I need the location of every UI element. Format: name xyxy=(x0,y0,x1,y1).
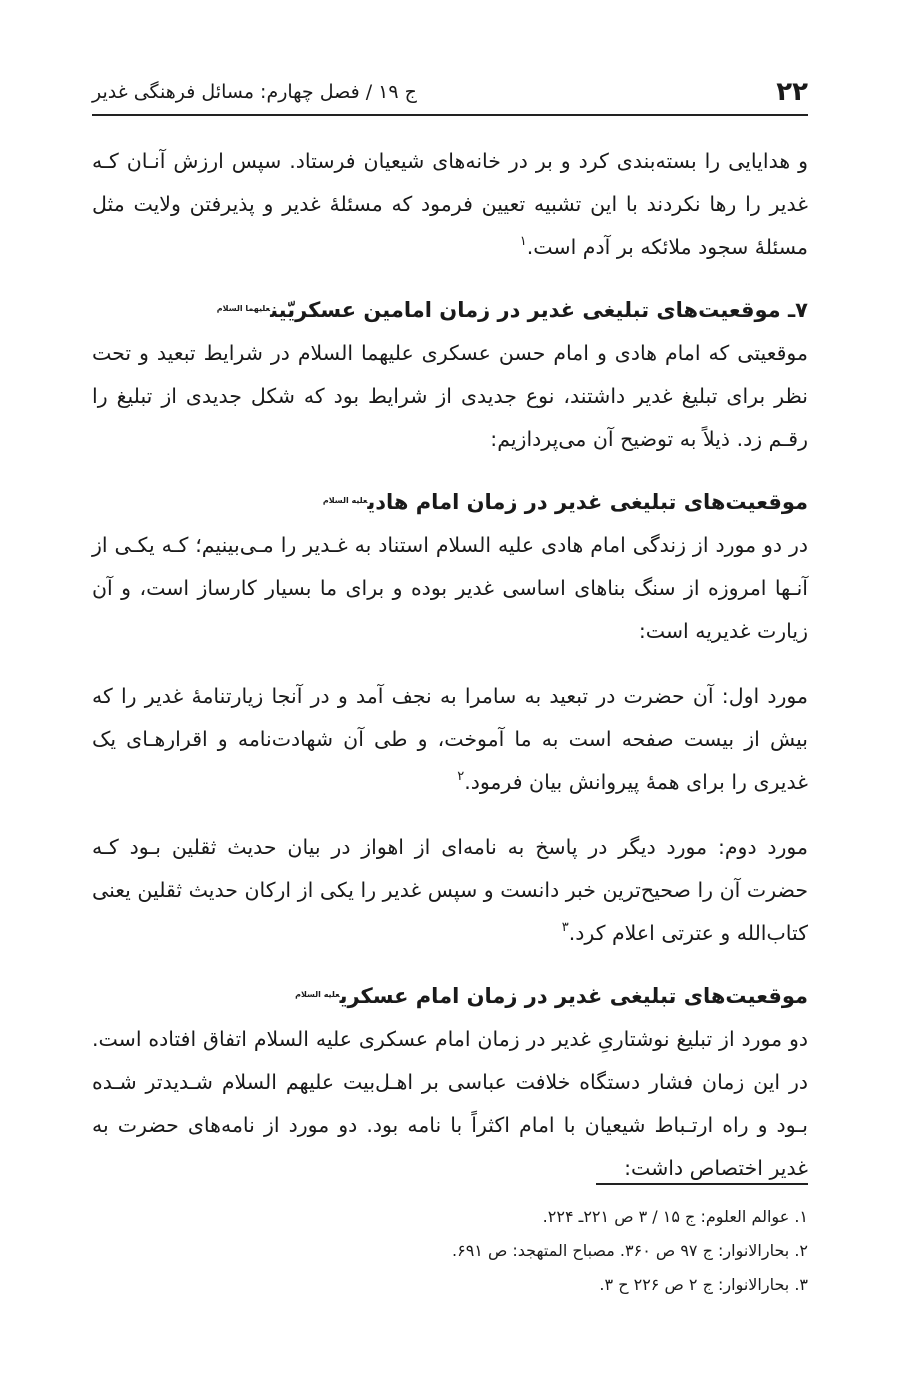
paragraph xyxy=(92,140,808,269)
subsection-heading xyxy=(92,975,808,1018)
paragraph-text: مورد اول: آن حضرت در تبعید به سامرا به نجف آمد و در آنجا زیارتنامهٔ غدیر را که بیش از بیست صفحه است به ما آموخت، و طی آن شهادت‌نامه و اقرارهـای یک غدیری را برای همهٔ پیروانش بیان فرمود. xyxy=(92,684,808,794)
paragraph-text: مورد دوم: مورد دیگر در پاسخ به نامه‌ای از اهواز در بیان حدیث ثقلین بـود کـه حضرت آن را صحیح‌ترین خبر دانست و سپس غدیر را یکی از ارکان حدیث ثقلین یعنی کتاب‌الله و عترتی اعلام کرد. xyxy=(92,835,808,945)
footnote-ref: ۳ xyxy=(561,920,569,935)
paragraph: در دو مورد از زندگی امام هادی علیه السلام استناد به غـدیر را مـی‌بینیم؛ کـه یکـی از آنـها امروزه از سنگ بناهای اساسی غدیر بوده و برای ما بسیار کارساز است، و آن زیارت غدیریه است: xyxy=(92,533,808,643)
heading-text: ۷ـ موقعیت‌های تبلیغی غدیر در زمان امامین عسکریّین xyxy=(270,298,808,322)
honorific: علیه السلام xyxy=(322,496,368,505)
footnote-ref: ۱ xyxy=(519,234,527,249)
paragraph: موقعیتی که امام هادی و امام حسن عسکری علیهما السلام در شرایط تبعید و تحت نظر برای تبلیغ غدیر داشتند، نوع جدیدی از شرایط بود که شکل جدیدی از تبلیغ را رقـم زد. ذیلاً به توضیح آن می‌پردازیم: xyxy=(92,341,808,451)
footnote: ۳. بحارالانوار: ج ۲ ص ۲۲۶ ح ۳. xyxy=(599,1275,808,1294)
section-heading xyxy=(92,289,808,332)
footnotes xyxy=(92,1200,808,1302)
page-body xyxy=(92,140,808,1190)
paragraph-text: و هدایایی را بسته‌بندی کرد و بر در خانه‌های شیعیان فرستاد. سپس ارزش آنـان کـه غدیر را رها نکردند با این تشبیه تعیین فرمود که مسئلهٔ غدیر و پذیرفتن ولایت مثل مسئلهٔ سجود ملائکه بر آدم است. xyxy=(92,149,808,259)
running-title: ج ۱۹ / فصل چهارم: مسائل فرهنگی غدیر xyxy=(92,81,417,103)
footnote-ref: ۲ xyxy=(457,769,465,784)
paragraph: دو مورد از تبلیغ نوشتاریِ غدیر در زمان امام عسکری علیه السلام اتفاق افتاده است. در این زمان فشار دستگاه خلافت عباسی بر اهـل‌بیت علیهم السلام شـدیدتر شـده بـود و راه ارتـباط شیعیان با امام اکثراً با نامه بود. دو مورد از نامه‌های حضرت به غدیر اختصاص داشت: xyxy=(92,1027,808,1180)
paragraph xyxy=(92,675,808,804)
page-number: ۲۲ xyxy=(776,77,808,107)
subsection-heading xyxy=(92,481,808,524)
footnote: ۱. عوالم العلوم: ج ۱۵ / ۳ ص ۲۲۱ـ ۲۲۴. xyxy=(542,1207,808,1226)
honorific: علیهما السلام xyxy=(216,304,271,313)
page-header xyxy=(92,70,808,116)
paragraph xyxy=(92,826,808,955)
heading-text: موقعیت‌های تبلیغی غدیر در زمان امام هادی xyxy=(367,490,808,514)
heading-text: موقعیت‌های تبلیغی غدیر در زمان امام عسکری xyxy=(339,984,808,1008)
footnote: ۲. بحارالانوار: ج ۹۷ ص ۳۶۰. مصباح المتهجد: ص ۶۹۱. xyxy=(452,1241,808,1260)
footnote-divider xyxy=(596,1183,808,1185)
honorific: علیه السلام xyxy=(295,990,340,999)
